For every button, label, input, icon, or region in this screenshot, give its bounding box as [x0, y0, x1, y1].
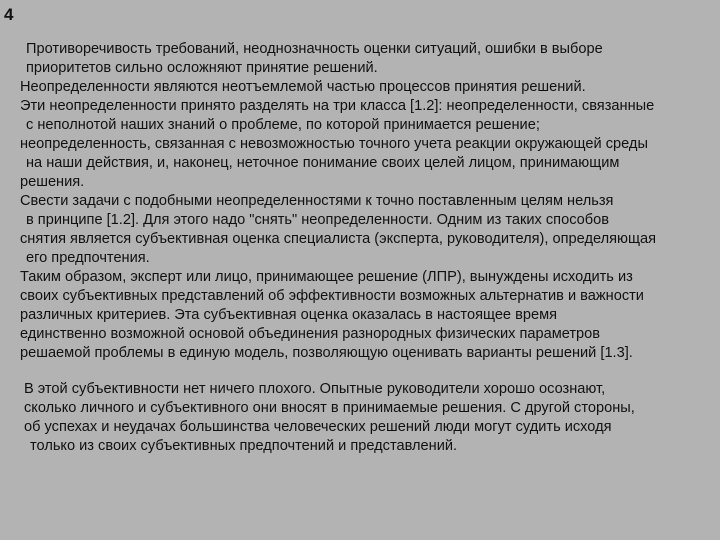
- text-line: Противоречивость требований, неоднозначность оценки ситуаций, ошибки в выборе: [26, 41, 603, 57]
- text-line: его предпочтения.: [26, 250, 150, 266]
- text-line: Свести задачи с подобными неопределенностями к точно поставленным целям нельзя: [20, 193, 614, 209]
- slide-number: 4: [4, 5, 14, 24]
- second-paragraph: [0, 380, 635, 456]
- text-line: неопределенность, связанная с невозможностью точного учета реакции окружающей среды: [20, 136, 648, 152]
- text-line: на наши действия, и, наконец, неточное понимание своих целей лицом, принимающим: [26, 155, 620, 171]
- main-paragraph: [0, 40, 656, 363]
- text-line: об успехах и неудачах большинства человеческих решений люди могут судить исходя: [24, 419, 612, 435]
- text-line: в принципе [1.2]. Для этого надо "снять" неопределенности. Одним из таких способов: [26, 212, 609, 228]
- text-line: с неполнотой наших знаний о проблеме, по которой принимается решение;: [26, 117, 540, 133]
- text-line: сколько личного и субъективного они вносят в принимаемые решения. С другой стороны,: [24, 400, 635, 416]
- text-line: Эти неопределенности принято разделять на три класса [1.2]: неопределенности, связанные: [20, 98, 655, 114]
- text-line: решаемой проблемы в единую модель, позволяющую оценивать варианты решений [1.3].: [20, 345, 633, 361]
- text-line: только из своих субъективных предпочтений и представлений.: [30, 438, 458, 454]
- text-line: Таким образом, эксперт или лицо, принимающее решение (ЛПР), вынуждены исходить из: [20, 269, 633, 285]
- text-line: В этой субъективности нет ничего плохого. Опытные руководители хорошо осознают,: [24, 381, 606, 397]
- text-line: решения.: [20, 174, 85, 190]
- text-line: приоритетов сильно осложняют принятие решений.: [26, 60, 378, 76]
- text-line: своих субъективных представлений об эффективности возможных альтернатив и важности: [20, 288, 644, 304]
- text-line: снятия является субъективная оценка специалиста (эксперта, руководителя), определяющая: [20, 231, 656, 247]
- text-line: единственно возможной основой объединения разнородных физических параметров: [20, 326, 601, 342]
- text-line: различных критериев. Эта субъективная оценка оказалась в настоящее время: [20, 307, 558, 323]
- text-line: Неопределенности являются неотъемлемой частью процессов принятия решений.: [20, 79, 586, 95]
